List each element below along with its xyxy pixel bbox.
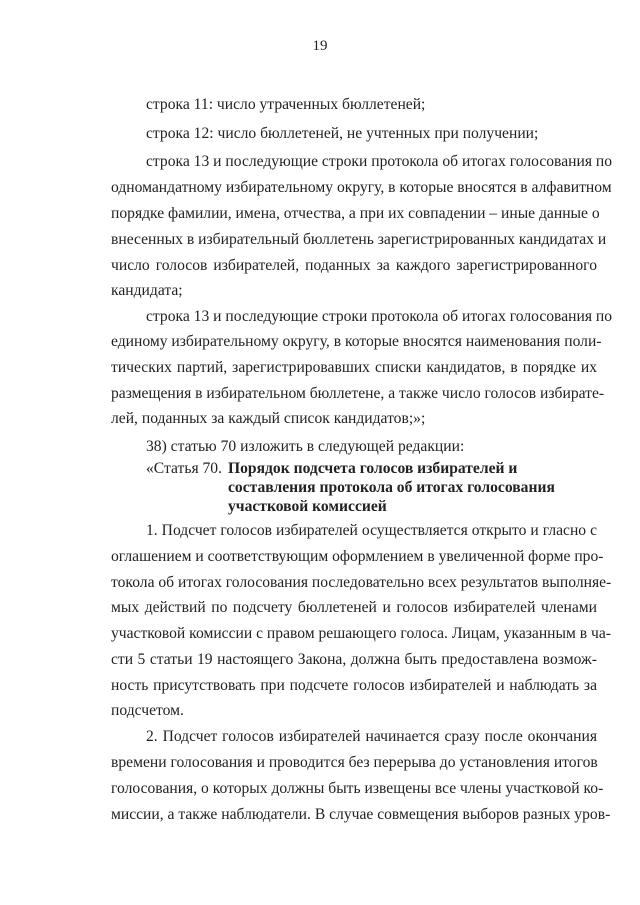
page-number: 19: [312, 38, 328, 54]
text-line: строка 12: число бюллетеней, не учтенных при получении;: [146, 125, 539, 142]
text-line: 1. Подсчет голосов избирателей осуществляется открыто и гласно с: [146, 522, 597, 539]
text-line: лей, поданных за каждый список кандидатов;»;: [111, 410, 426, 427]
text-line: токола об итогах голосования последовательно всех результатов выполняе-: [111, 574, 612, 591]
text-line: размещения в избирательном бюллетене, а также число голосов избирате-: [111, 385, 605, 402]
text-line: внесенных в избирательный бюллетень зарегистрированных кандидатах и: [111, 231, 607, 248]
text-line: подсчетом.: [111, 702, 184, 719]
text-line: строка 13 и последующие строки протокола об итогах голосования по: [146, 153, 613, 170]
text-line: тических партий, зарегистрировавших списки кандидатов, в порядке их: [111, 359, 597, 376]
text-line: кандидата;: [111, 282, 183, 299]
article-heading-title-line2: составления протокола об итогах голосования: [228, 479, 555, 496]
text-line: участковой комиссии с правом решающего голоса. Лицам, указанным в ча-: [111, 625, 611, 642]
article-heading-title-line1: Порядок подсчета голосов избирателей и: [228, 460, 518, 477]
article-heading-prefix: «Статья 70.: [146, 460, 223, 477]
text-line: единому избирательному округу, в которые вносятся наименования поли-: [111, 333, 602, 350]
text-line: оглашением и соответствующим оформлением в увеличенной форме про-: [111, 548, 604, 565]
text-line: мых действий по подсчету бюллетеней и голосов избирателей членами: [111, 599, 597, 616]
text-line: число голосов избирателей, поданных за каждого зарегистрированного: [111, 257, 597, 274]
text-line: строка 13 и последующие строки протокола об итогах голосования по: [146, 308, 613, 325]
text-line: миссии, а также наблюдатели. В случае совмещения выборов разных уров-: [111, 806, 611, 823]
text-line: времени голосования и проводится без перерыва до установления итогов: [111, 754, 598, 771]
text-line: строка 11: число утраченных бюллетеней;: [146, 96, 426, 113]
text-line: одномандатному избирательному округу, в которые вносятся в алфавитном: [111, 179, 612, 196]
text-line: голосования, о которых должны быть извещены все члены участковой ко-: [111, 780, 604, 797]
text-line: порядке фамилии, имена, отчества, а при их совпадении – иные данные о: [111, 205, 600, 222]
text-line: 2. Подсчет голосов избирателей начинается сразу после окончания: [146, 728, 597, 745]
text-line: 38) статью 70 изложить в следующей редакции:: [146, 438, 465, 455]
article-heading-title-line3: участковой комиссией: [228, 498, 387, 515]
text-line: ность присутствовать при подсчете голосов избирателей и наблюдать за: [111, 677, 597, 694]
text-line: сти 5 статьи 19 настоящего Закона, должна быть предоставлена возмож-: [111, 651, 597, 668]
